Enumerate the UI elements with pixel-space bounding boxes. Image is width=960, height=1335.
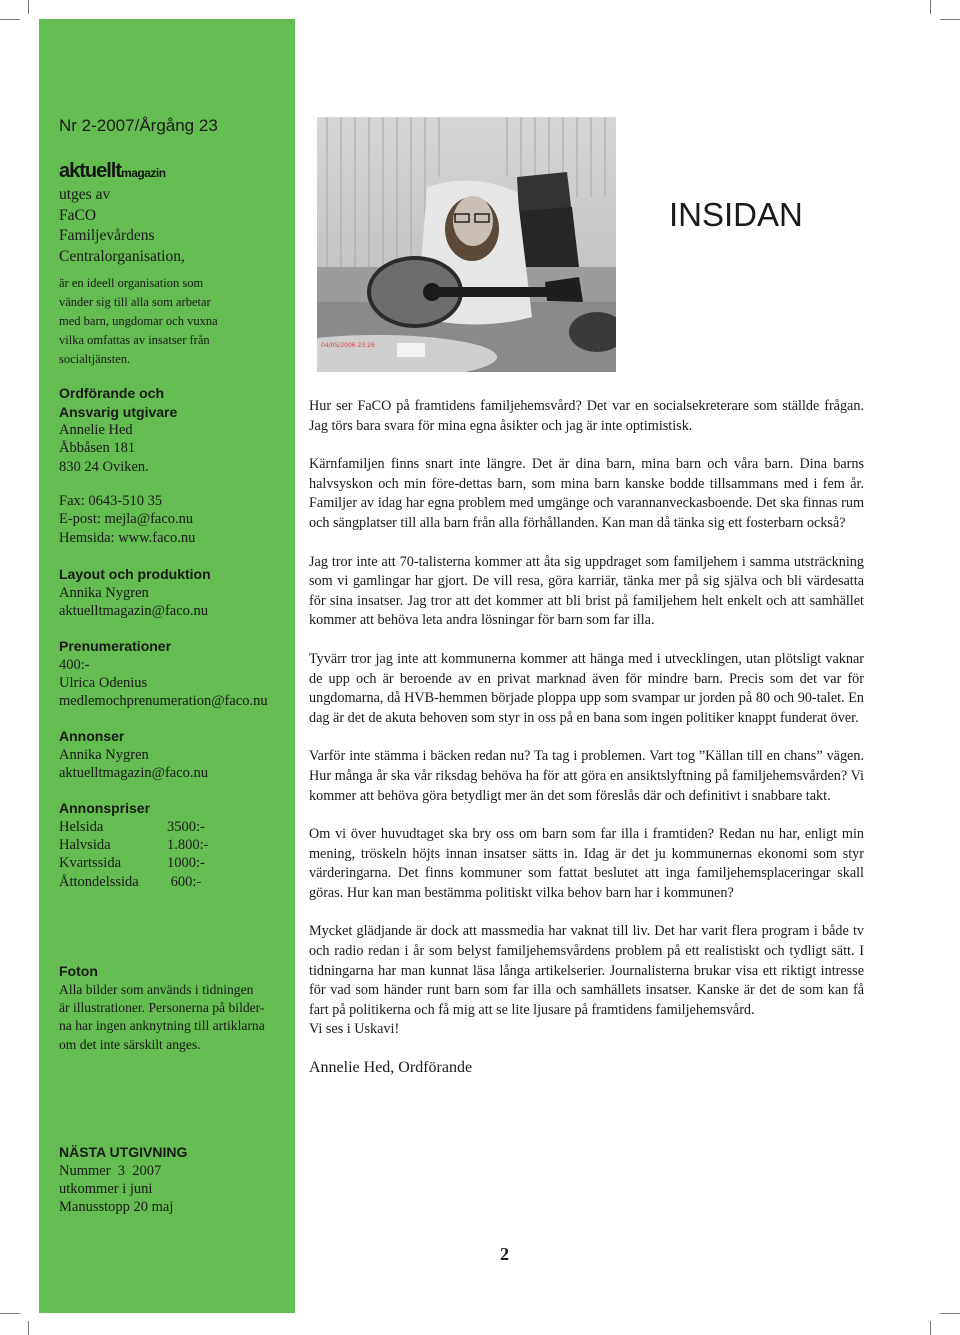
- photos-line: Alla bilder som används i tidningen: [59, 981, 254, 997]
- issue-number: Nr 2-2007/Årgång 23: [59, 116, 218, 135]
- chair-name: Annelie Hed: [59, 422, 133, 438]
- price-value: 1000:-: [167, 855, 205, 872]
- publisher-line: FaCO: [59, 206, 97, 224]
- page-number: 2: [500, 1244, 509, 1264]
- price-row: [59, 836, 291, 854]
- chair-heading: Ansvarig utgivare: [59, 403, 178, 420]
- description-line: vilka omfattas av insatser från: [59, 333, 210, 347]
- crop-mark: [930, 0, 931, 14]
- subscription-contact: Ulrica Odenius: [59, 674, 148, 691]
- article-paragraph: Kärnfamiljen finns snart inte längre. Det är dina barn, mina barn och våra barn. Dina barns halvsyskon och min före-dettas barn, som mina barn kanske bodde tillsammans med i fem år. Familjer av idag har egna problem med umgänge och varannanveckasboende. Det ska finnas rum och sängplatser till alla barn från alla förhållanden. Kan man då tänka sig ett fosterbarn också?: [309, 456, 864, 531]
- layout-heading: Layout och produktion: [59, 566, 211, 582]
- crop-mark: [930, 1321, 931, 1335]
- photo-timestamp: 04/05/2006 23:26: [321, 342, 375, 349]
- photos-line: om det inte särskilt anges.: [59, 1036, 201, 1052]
- manuscript-deadline: Manusstopp 20 maj: [59, 1199, 174, 1216]
- article-paragraph: Om vi över huvudtaget ska bry oss om barn som far illa i framtiden? Redan nu har, enligt min mening, tröskeln höjts innan insatser sätts in. Idag är det ju kommunernas ekonomi som styr värderingarna. Det finns kommuner som fattat beslutet att inga familjehemsplaceringar skall göras. Hur kan man bestämma politiskt vilka behov barn har i kommunen?: [309, 826, 864, 901]
- next-issue-number: Nummer 3 2007: [59, 1162, 162, 1179]
- price-value: 1.800:-: [167, 836, 209, 853]
- subscriptions-section: [59, 637, 291, 711]
- price-name: Kvartssida: [59, 855, 122, 872]
- description-line: med barn, ungdomar och vuxna: [59, 314, 218, 328]
- logo-sub-text: magazin: [121, 166, 166, 180]
- description-line: socialtjänsten.: [59, 352, 131, 366]
- article-paragraph: Hur ser FaCO på framtidens familjehemsvård? Det var en socialsekreterare som ställde frågan. Jag törs bara svara för mina egna åsikter och jag är inte optimistisk.: [309, 398, 864, 434]
- article-paragraph: Mycket glädjande är dock att massmedia har vaknat till liv. Det har varit flera program i både tv och radio redan i år som belyst familjehemsvårdens problem på ett realistiskt och tydligt sätt. I tidningarna har man kunnat läsa långa artikelserier. Journalisterna brukar visa ett riktigt intresse för vad som händer runt barn som far illa och samhällets insatser. Kanske är det de som kan få fart på politikerna och få mig att se lite ljusare på framtidens familjehemsvård.: [309, 923, 864, 1018]
- chair-heading: Ordförande och: [59, 385, 165, 401]
- subscription-email: medlemochprenumeration@faco.nu: [59, 693, 268, 710]
- layout-email: aktuelltmagazin@faco.nu: [59, 602, 209, 619]
- next-issue-heading: NÄSTA UTGIVNING: [59, 1144, 188, 1160]
- price-value: 3500:-: [167, 818, 205, 835]
- magazine-logo: [59, 160, 291, 183]
- crop-mark: [28, 1321, 29, 1335]
- photos-heading: Foton: [59, 963, 98, 979]
- crop-mark: [28, 0, 29, 14]
- ad-prices-heading: Annonspriser: [59, 800, 151, 816]
- chair-postcode: 830 24 Oviken.: [59, 458, 149, 475]
- section-title: INSIDAN: [669, 196, 803, 233]
- publisher-line: Centralorganisation,: [59, 247, 185, 265]
- photos-line: är illustrationer. Personerna på bilder-: [59, 999, 265, 1015]
- price-value: 600:-: [167, 873, 202, 890]
- fax-number: Fax: 0643-510 35: [59, 493, 163, 509]
- ads-email: aktuelltmagazin@faco.nu: [59, 764, 209, 781]
- closing-line: Vi ses i Uskavi!: [309, 1021, 400, 1038]
- publisher-line: Familjevårdens: [59, 227, 155, 244]
- crop-mark: [940, 19, 960, 20]
- layout-name: Annika Nygren: [59, 584, 149, 601]
- chair-address: Åbbåsen 181: [59, 440, 136, 457]
- crop-mark: [0, 1313, 20, 1314]
- layout-section: [59, 565, 291, 620]
- website-link[interactable]: Hemsida: www.faco.nu: [59, 529, 196, 546]
- description-line: är en ideell organisation som: [59, 276, 204, 290]
- article-paragraph: Jag tror inte att 70-talisterna kommer att åta sig uppdraget som familjehem i samma utsträckning som vi gamlingar har gjort. De vill resa, göra karriär, tänka mer på sig själva och bli värdesatta för sina insatser. Jag tror att det kommer att bli brist på familjehem helt enkelt och att samhället kommer att behöva leta andra lösningar för barn som far illa.: [309, 553, 864, 629]
- publisher-line: utges av: [59, 186, 111, 203]
- price-row: [59, 854, 291, 872]
- description-line: vänder sig till alla som arbetar: [59, 295, 211, 309]
- organisation-description: [59, 274, 291, 369]
- next-issue-date: utkommer i juni: [59, 1180, 153, 1197]
- publisher-block: [59, 185, 291, 267]
- crop-mark: [940, 1313, 960, 1314]
- price-name: Helsida: [59, 818, 104, 835]
- photos-section: [59, 962, 291, 1054]
- ads-section: [59, 727, 291, 782]
- price-name: Åttondelssida: [59, 873, 139, 890]
- subscriptions-heading: Prenumerationer: [59, 638, 172, 654]
- logo-main-text: aktuellt: [59, 160, 122, 182]
- signature: Annelie Hed, Ordförande: [309, 1059, 473, 1077]
- ads-heading: Annonser: [59, 728, 125, 744]
- next-issue-section: [59, 1143, 291, 1217]
- crop-mark: [0, 19, 20, 20]
- woman-with-guitar-photo: [317, 117, 616, 372]
- article-paragraph: Varför inte stämma i bäcken redan nu? Ta tag i problemen. Vart tog ”Källan till en chans” vägen. Hur många år ska vår riksdag behöva ha för att göra en ansiktslyftning på familjehemsvården? Vi kommer att behöva göra betydligt mer än det som föreslås där och definitivt i snabbare takt.: [309, 748, 864, 804]
- photos-line: na har ingen anknytning till artiklarna: [59, 1018, 265, 1034]
- email-address: E-post: mejla@faco.nu: [59, 511, 194, 528]
- subscription-price: 400:-: [59, 656, 90, 673]
- price-row: [59, 873, 291, 891]
- article-paragraph: Tyvärr tror jag inte att kommunerna kommer att hänga med i utvecklingen, utan plötsligt vaknar de upp och är beroende av en privat marknad även för mindre barn. Precis som det var för ungdomarna, då HVB-hemmen började ploppa upp som svampar ur jorden på 80 och 90-talet. En dag är det de akuta behoven som styr in oss på en bana som ingen politiker knappt funderat över.: [309, 650, 864, 726]
- price-name: Halvsida: [59, 836, 111, 853]
- chair-section: [59, 384, 291, 476]
- editorial-article: [309, 397, 864, 1078]
- price-row: [59, 818, 291, 836]
- ad-prices-section: [59, 799, 291, 891]
- ads-contact: Annika Nygren: [59, 746, 149, 763]
- contact-section: [59, 492, 291, 547]
